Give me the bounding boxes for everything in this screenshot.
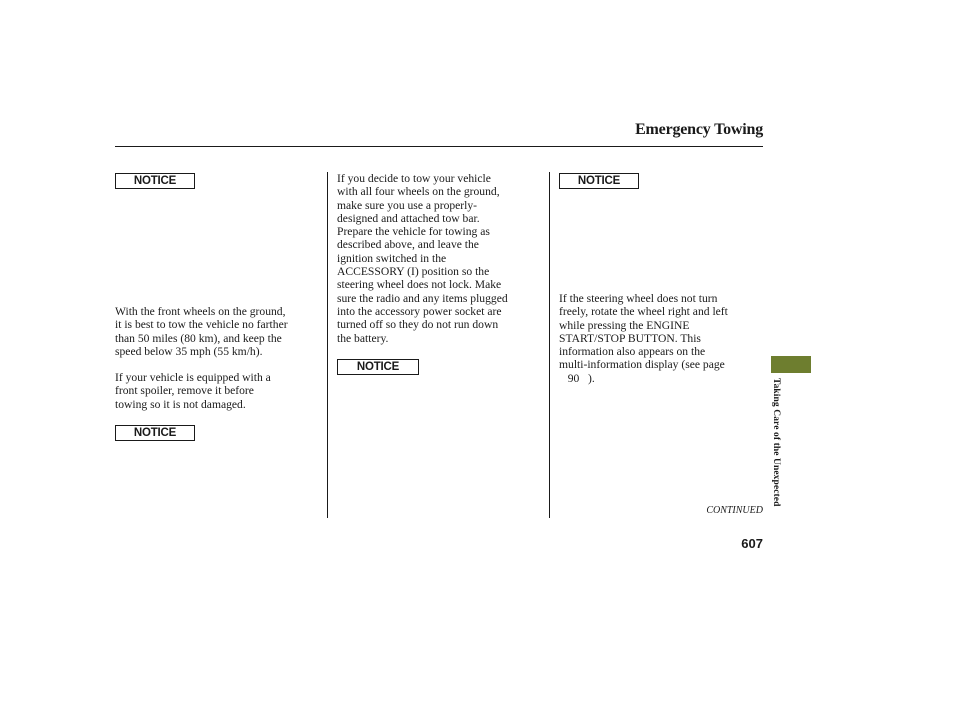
text-line: described above, and leave the [337, 238, 479, 252]
text-line: into the accessory power socket are [337, 304, 502, 318]
text-line: than 50 miles (80 km), and keep the [115, 331, 282, 345]
text-line: front spoiler, remove it before [115, 384, 254, 398]
notice-box: NOTICE [115, 173, 195, 189]
notice-box: NOTICE [559, 173, 639, 189]
page-title: Emergency Towing [635, 121, 763, 138]
text-line: make sure you use a properly- [337, 198, 478, 212]
section-label: Taking Care of the Unexpected [771, 378, 781, 507]
text-line: 90 ). [559, 371, 595, 385]
text-line: With the front wheels on the ground, [115, 305, 286, 318]
text-line: If your vehicle is equipped with a [115, 371, 271, 384]
notice-box: NOTICE [337, 359, 419, 375]
column-divider [549, 172, 550, 518]
text-line: Prepare the vehicle for towing as [337, 225, 490, 239]
text-line: with all four wheels on the ground, [337, 185, 500, 199]
text-line: If the steering wheel does not turn [559, 292, 718, 305]
text-line: speed below 35 mph (55 km/h). [115, 344, 263, 358]
text-line: turned off so they do not run down [337, 318, 499, 332]
text-line: steering wheel does not lock. Make [337, 278, 502, 292]
text-line: ignition switched in the [337, 251, 447, 265]
section-tab [771, 356, 811, 373]
text-line: freely, rotate the wheel right and left [559, 305, 728, 319]
text-line: designed and attached tow bar. [337, 211, 480, 225]
paragraph-steering-wheel [559, 292, 728, 385]
text-line: while pressing the ENGINE [559, 318, 690, 332]
text-line: START/STOP BUTTON. This [559, 331, 701, 345]
paragraph-front-spoiler [115, 371, 271, 411]
text-line: towing so it is not damaged. [115, 397, 246, 411]
continued-label: CONTINUED [706, 505, 763, 516]
column-divider [327, 172, 328, 518]
paragraph-four-wheels [337, 172, 508, 345]
text-line: information also appears on the [559, 345, 706, 359]
text-line: the battery. [337, 331, 389, 345]
page-number: 607 [741, 536, 763, 551]
text-line: it is best to tow the vehicle no farther [115, 318, 288, 332]
text-line: If you decide to tow your vehicle [337, 172, 491, 185]
text-line: ACCESSORY (I) position so the [337, 265, 490, 279]
header-rule [115, 146, 763, 147]
text-line: multi-information display (see page [559, 358, 725, 372]
text-line: sure the radio and any items plugged [337, 291, 508, 305]
notice-box: NOTICE [115, 425, 195, 441]
paragraph-front-wheels [115, 305, 288, 358]
